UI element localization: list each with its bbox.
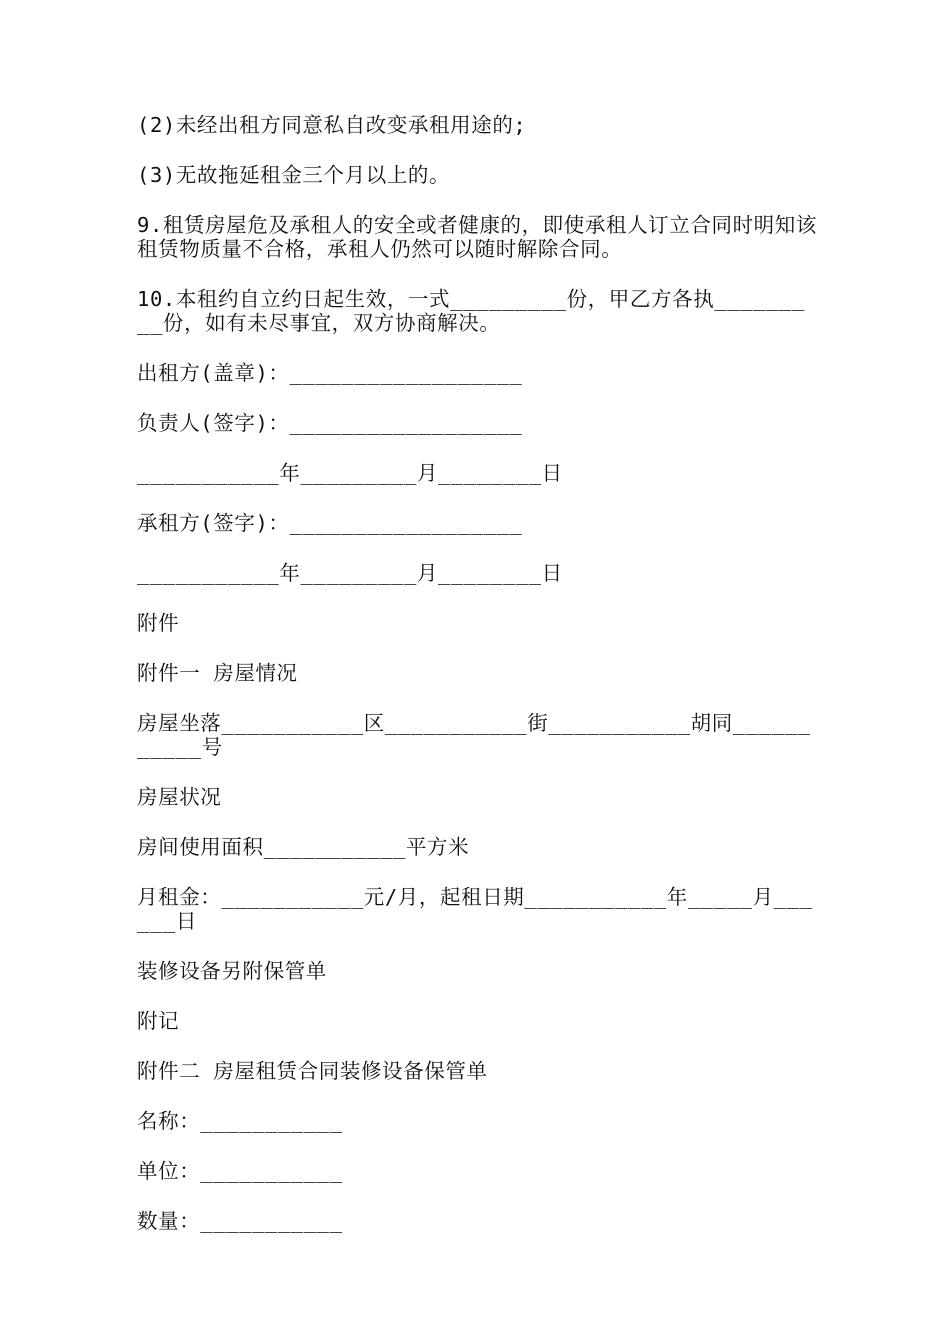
lessee-signature-line: 承租方(签字)：__________________	[137, 511, 523, 535]
lessor-date-line: ___________年_________月________日	[137, 461, 563, 485]
attachment-1-heading: 附件一 房屋情况	[137, 661, 298, 685]
clause-3-rent-delay: (3)无故拖延租金三个月以上的。	[137, 163, 451, 187]
lessee-date-line: ___________年_________月________日	[137, 561, 563, 585]
clause-10-effective-copies: 10.本租约自立约日起生效，一式_________份，甲乙方各执_________份，如有未尽事宜，双方协商解决。	[137, 287, 805, 335]
item-name-line: 名称：___________	[137, 1109, 343, 1133]
attachments-heading: 附件	[137, 611, 180, 635]
house-location-line: 房屋坐落___________区___________街___________胡同___________号	[137, 711, 811, 759]
clause-9-safety-termination: 9.租赁房屋危及承租人的安全或者健康的，即使承租人订立合同时明知该租赁物质量不合格，承租人仍然可以随时解除合同。	[137, 213, 817, 261]
attachment-2-heading: 附件二 房屋租赁合同装修设备保管单	[137, 1059, 488, 1083]
lessor-seal-line: 出租方(盖章)：__________________	[137, 361, 523, 385]
responsible-person-signature-line: 负责人(签字)：__________________	[137, 411, 523, 435]
room-area-line: 房间使用面积___________平方米	[137, 835, 470, 859]
document-page	[137, 113, 817, 1259]
item-quantity-line: 数量：___________	[137, 1209, 343, 1233]
equipment-note-line: 装修设备另附保管单	[137, 959, 327, 983]
monthly-rent-line: 月租金：___________元/月，起租日期___________年_____月______日	[137, 885, 813, 933]
notes-heading: 附记	[137, 1009, 180, 1033]
clause-2-unauthorized-use-change: (2)未经出租方同意私自改变承租用途的;	[137, 113, 527, 137]
house-condition-heading: 房屋状况	[137, 785, 222, 809]
item-unit-line: 单位：___________	[137, 1159, 343, 1183]
